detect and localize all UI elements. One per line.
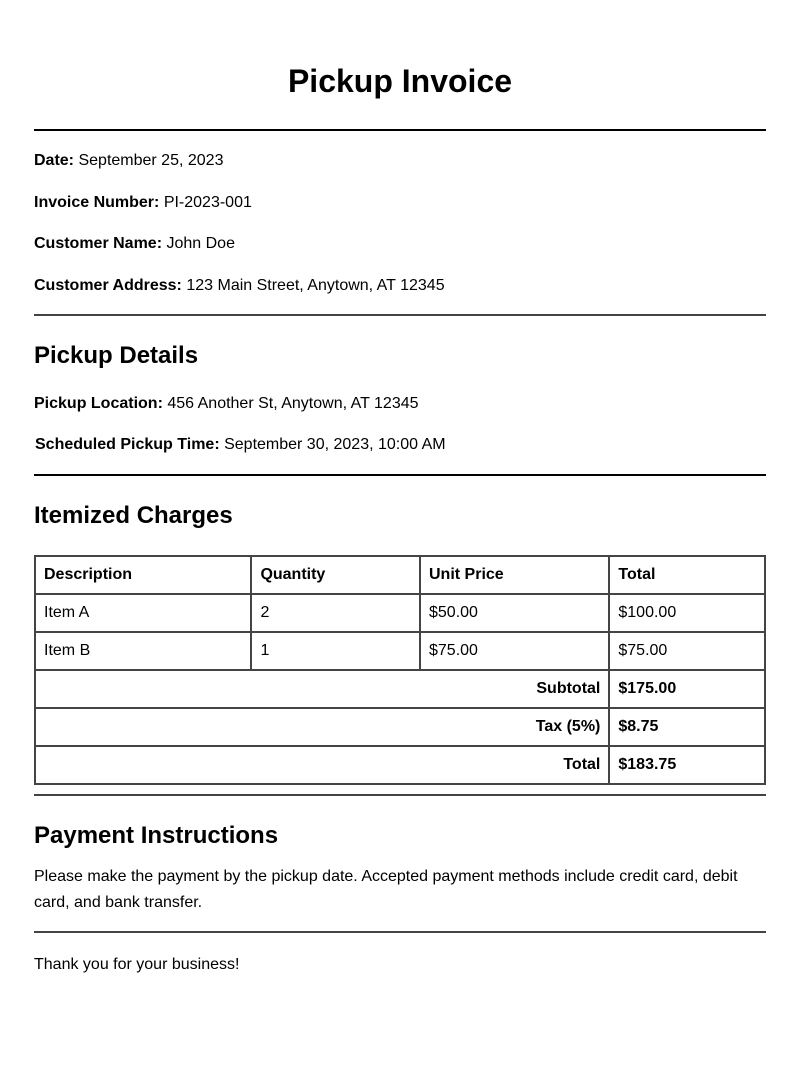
- customer-name: [34, 234, 766, 254]
- tax-row: [35, 708, 765, 746]
- field-label: Customer Name:: [34, 235, 163, 252]
- charges-table: [34, 555, 766, 785]
- table-header-row: [35, 556, 765, 594]
- field-value: John Doe: [166, 235, 235, 252]
- grand-total-label: Total: [35, 746, 609, 784]
- field-label: Pickup Location:: [34, 395, 163, 412]
- subtotal-value: $175.00: [609, 670, 765, 708]
- table-row: [35, 594, 765, 632]
- field-label: Customer Address:: [34, 277, 182, 294]
- table-row: [35, 632, 765, 670]
- item-quantity: 2: [251, 594, 420, 632]
- column-header: Total: [609, 556, 765, 594]
- itemized-charges-heading: Itemized Charges: [34, 502, 233, 529]
- tax-value: $8.75: [609, 708, 765, 746]
- payment-instructions-heading: Payment Instructions: [34, 822, 279, 849]
- customer-address: [34, 276, 766, 296]
- invoice-number: [34, 193, 766, 213]
- item-unit-price: $50.00: [420, 594, 609, 632]
- payment-instructions-text: Please make the payment by the pickup date. Accepted payment methods include credit card, debit card, and bank transfer.: [34, 868, 738, 911]
- page-title: Pickup Invoice: [287, 63, 513, 99]
- field-value: PI-2023-001: [163, 194, 252, 211]
- subtotal-label: Subtotal: [35, 670, 609, 708]
- column-header: Unit Price: [420, 556, 609, 594]
- column-header: Quantity: [251, 556, 420, 594]
- tax-label: Tax (5%): [35, 708, 609, 746]
- invoice-date: [34, 151, 766, 171]
- field-value: September 30, 2023, 10:00 AM: [224, 436, 446, 453]
- item-quantity: 1: [251, 632, 420, 670]
- column-header: Description: [35, 556, 251, 594]
- field-label: Scheduled Pickup Time:: [35, 436, 220, 453]
- item-total: $100.00: [609, 594, 765, 632]
- item-total: $75.00: [609, 632, 765, 670]
- grand-total-row: [35, 746, 765, 784]
- subtotal-row: [35, 670, 765, 708]
- thank-you-note: Thank you for your business!: [34, 956, 240, 973]
- field-value: 456 Another St, Anytown, AT 12345: [167, 395, 419, 412]
- field-label: Invoice Number:: [34, 194, 160, 211]
- item-description: Item B: [35, 632, 251, 670]
- item-description: Item A: [35, 594, 251, 632]
- field-label: Date:: [34, 152, 75, 169]
- field-value: 123 Main Street, Anytown, AT 12345: [186, 277, 445, 294]
- scheduled-pickup-time: [34, 435, 766, 455]
- pickup-location: [34, 394, 766, 414]
- pickup-details-heading: Pickup Details: [34, 342, 199, 369]
- field-value: September 25, 2023: [78, 152, 224, 169]
- grand-total-value: $183.75: [609, 746, 765, 784]
- item-unit-price: $75.00: [420, 632, 609, 670]
